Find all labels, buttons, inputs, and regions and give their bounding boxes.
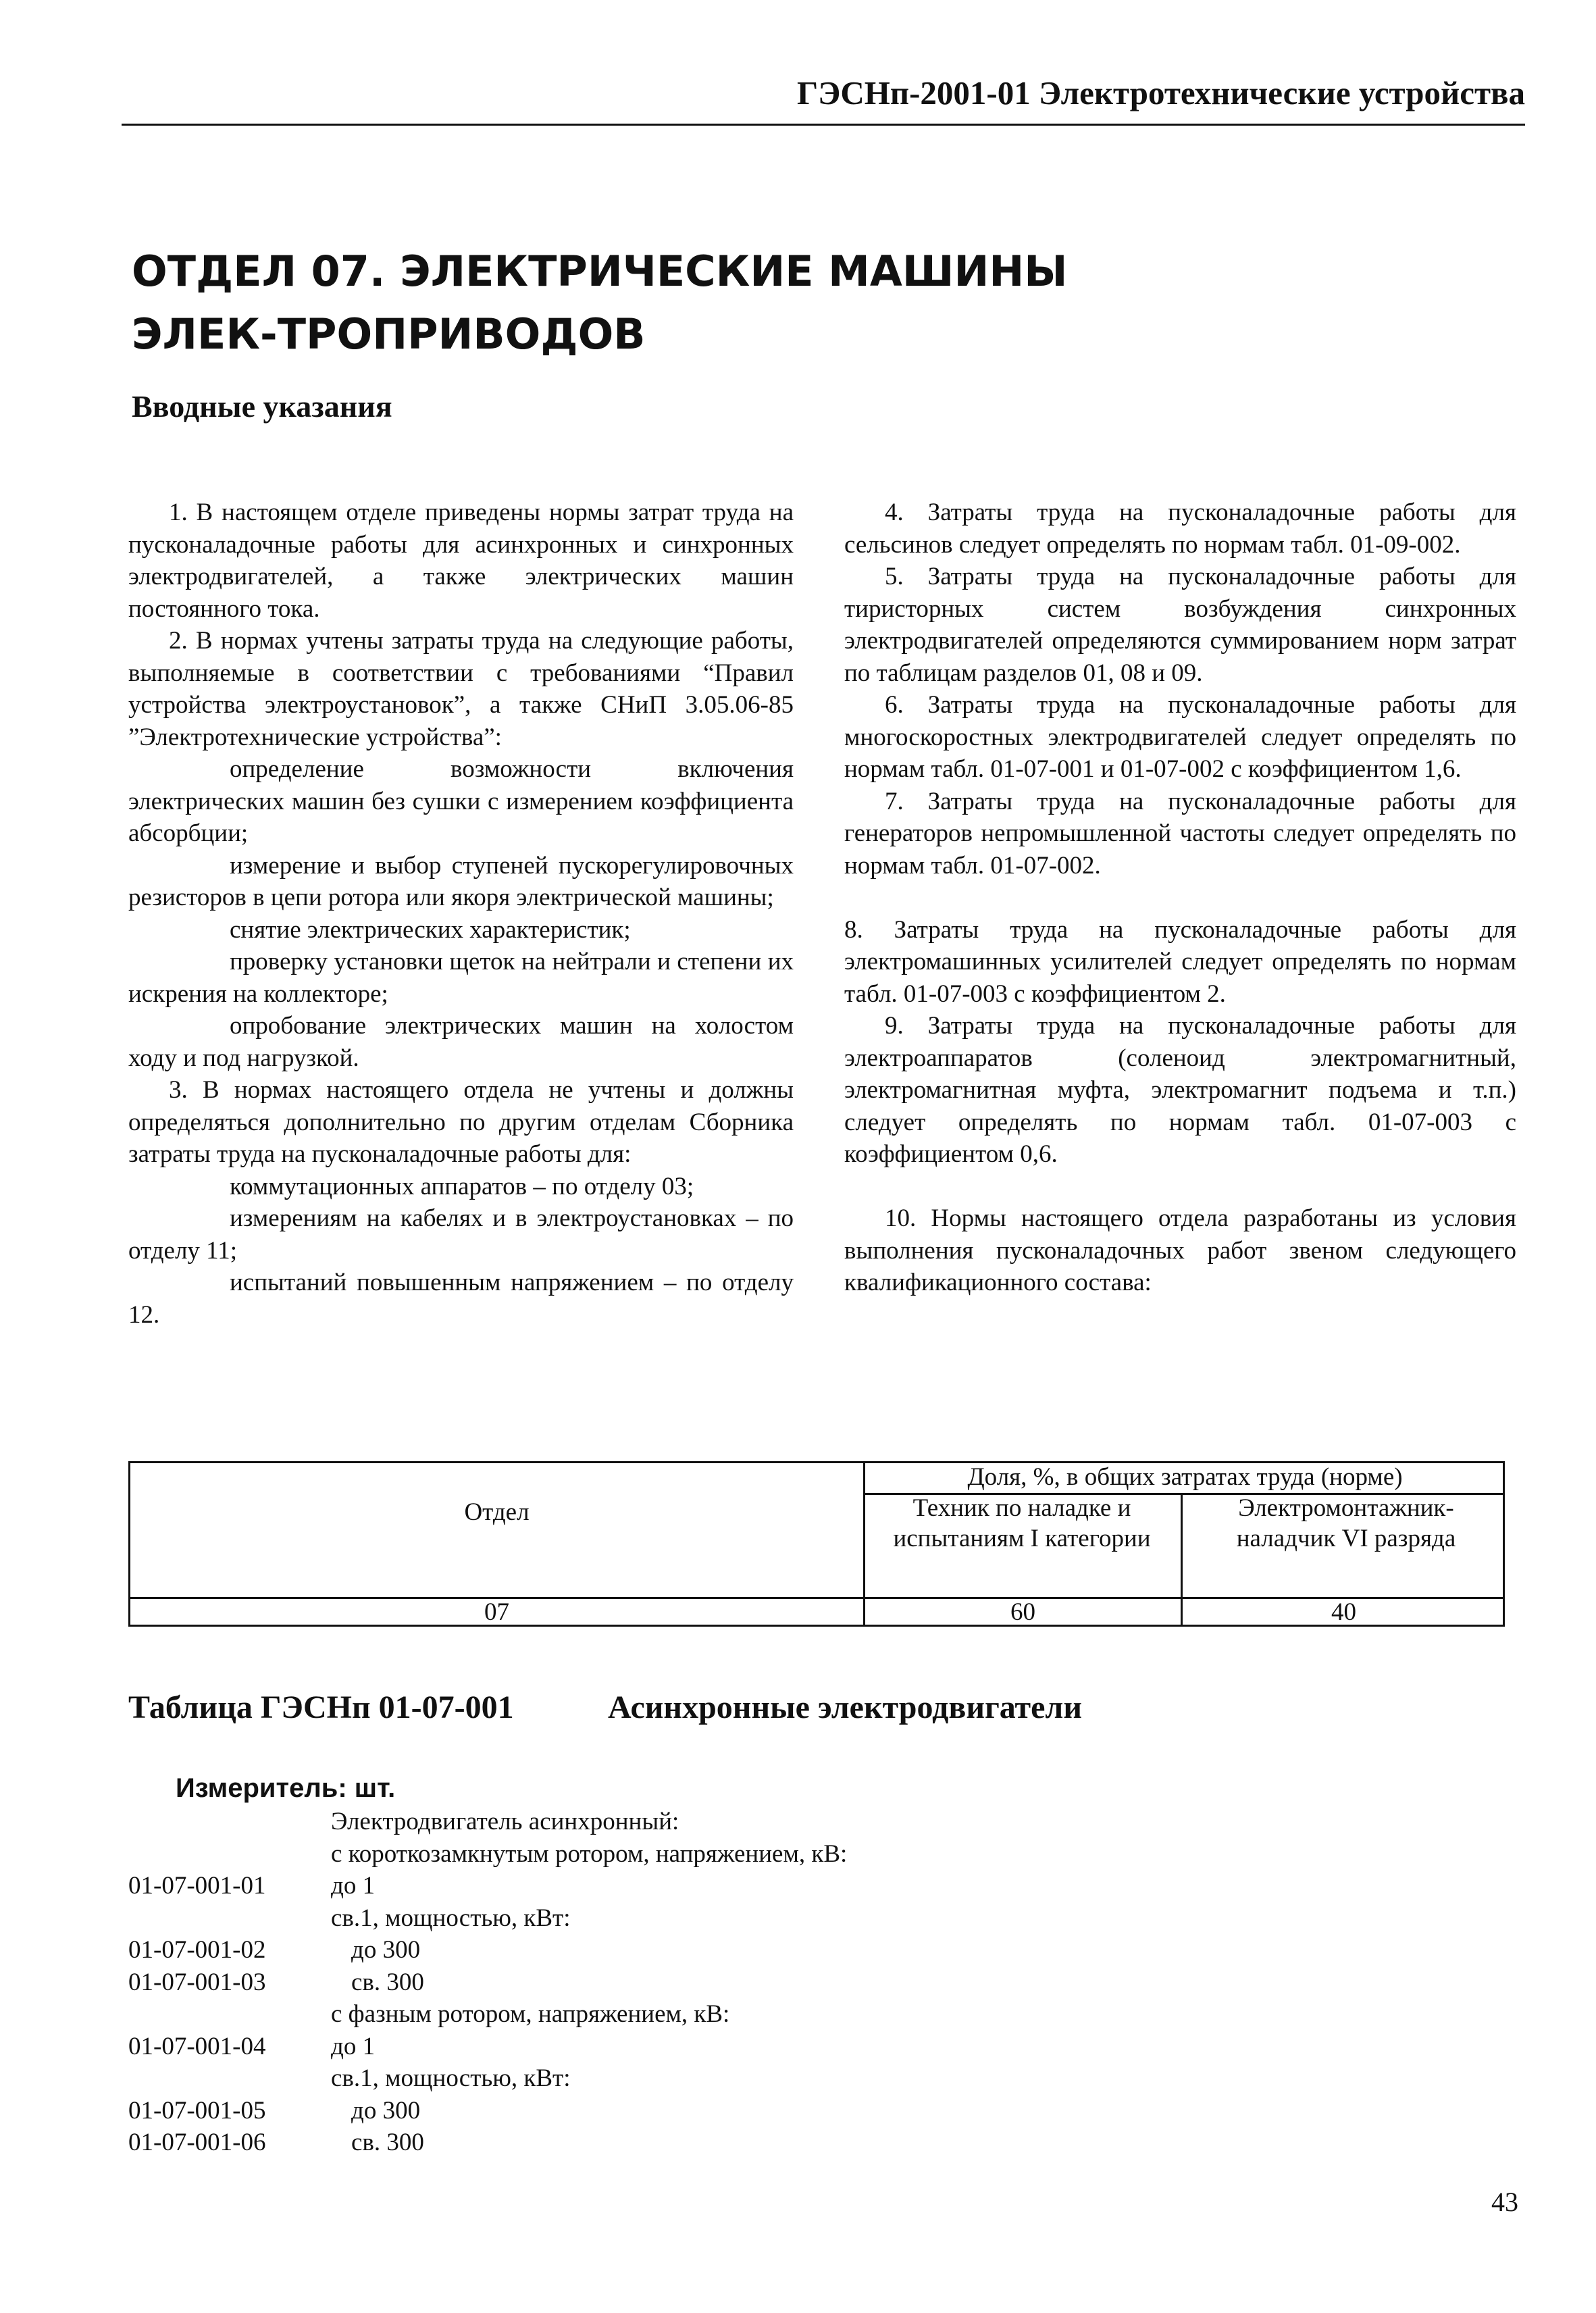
right-paragraph: 9. Затраты труда на пусконаладочные работы для электроаппаратов (соленоид электромагнитный, электромагнитная муфта, электромагнит подъема и т.п.) следует определять по нормам табл. 01-07-003 с коэффициентом 0,6. xyxy=(844,1012,1516,1168)
cell-electrician-share: 40 xyxy=(1331,1598,1356,1626)
left-paragraph: измерениям на кабелях и в электроустановках – по отделу 11; xyxy=(128,1204,794,1265)
item-text: до 300 xyxy=(351,2096,421,2125)
col-technician-header: Техник по наладке и испытаниям I категории xyxy=(893,1494,1151,1552)
left-paragraph: 3. В нормах настоящего отдела не учтены и должны определяться дополнительно по другим отделам Сборника затраты труда на пусконаладочные работы для: xyxy=(128,1076,794,1168)
right-paragraph: 10. Нормы настоящего отдела разработаны из условия выполнения пусконаладочных работ звеном следующего квалификационного состава: xyxy=(844,1204,1516,1296)
left-paragraph: испытаний повышенным напряжением – по отделу 12. xyxy=(128,1269,794,1329)
right-paragraph: 5. Затраты труда на пусконаладочные работы для тиристорных систем возбуждения синхронных электродвигателей определяются суммированием норм затрат по таблицам разделов 01, 08 и 09. xyxy=(844,563,1516,687)
item-text: св. 300 xyxy=(351,1968,424,1996)
item-text: до 300 xyxy=(351,1936,421,1964)
share-group-header: Доля, %, в общих затратах труда (норме) xyxy=(967,1463,1403,1491)
left-paragraph: проверку установки щеток на нейтрали и степени их искрения на коллекторе; xyxy=(128,948,794,1008)
item-code: 01-07-001-06 xyxy=(128,2129,266,2156)
right-column xyxy=(844,497,1516,1299)
intro-heading: Вводные указания xyxy=(132,389,392,424)
running-head: ГЭСНп-2001-01 Электротехнические устройства xyxy=(122,71,1525,126)
page-number: 43 xyxy=(1491,2187,1518,2217)
left-column xyxy=(128,497,794,1331)
right-paragraph: 7. Затраты труда на пусконаладочные работы для генераторов непромышленной частоты следует определять по нормам табл. 01-07-002. xyxy=(844,787,1516,880)
item-text: св.1, мощностью, кВт: xyxy=(331,1904,571,1932)
table-name: Асинхронные электродвигатели xyxy=(608,1689,1082,1725)
left-paragraph: коммутационных аппаратов – по отделу 03; xyxy=(230,1172,694,1200)
item-code: 01-07-001-01 xyxy=(128,1872,266,1900)
left-paragraph: 1. В настоящем отделе приведены нормы затрат труда на пусконаладочные работы для асинхронных и синхронных электродвигателей, а также электрических машин постоянного тока. xyxy=(128,499,794,623)
item-text: Электродвигатель асинхронный: xyxy=(331,1808,679,1835)
item-code: 01-07-001-04 xyxy=(128,2032,266,2060)
left-paragraph: определение возможности включения электрических машин без сушки с измерением коэффициента абсорбции; xyxy=(128,755,794,847)
col-dept-header: Отдел xyxy=(464,1498,530,1526)
item-text: с короткозамкнутым ротором, напряжением, кВ: xyxy=(331,1839,848,1868)
cell-dept: 07 xyxy=(484,1598,509,1626)
left-paragraph: снятие электрических характеристик; xyxy=(230,915,631,944)
item-code: 01-07-001-05 xyxy=(128,2096,266,2125)
cell-technician-share: 60 xyxy=(1010,1598,1035,1626)
section-title: ОТДЕЛ 07. ЭЛЕКТРИЧЕСКИЕ МАШИНЫ ЭЛЕК-ТРОПРИВОДОВ xyxy=(132,247,1068,359)
item-text: св.1, мощностью, кВт: xyxy=(331,2064,571,2092)
right-paragraph: 4. Затраты труда на пусконаладочные работы для сельсинов следует определять по нормам табл. 01-09-002. xyxy=(844,499,1516,559)
item-code: 01-07-001-03 xyxy=(128,1968,266,1996)
left-paragraph: измерение и выбор ступеней пускорегулировочных резисторов в цепи ротора или якоря электрической машины; xyxy=(128,851,794,911)
left-paragraph: опробование электрических машин на холостом ходу и под нагрузкой. xyxy=(128,1012,794,1072)
item-code: 01-07-001-02 xyxy=(128,1936,266,1964)
col-electrician-header: Электромонтажник-наладчик VI разряда xyxy=(1236,1494,1456,1552)
right-paragraph: 8. Затраты труда на пусконаладочные работы для электромашинных усилителей следует определять по нормам табл. 01-07-003 с коэффициентом 2. xyxy=(844,915,1516,1008)
item-text: до 1 xyxy=(331,1872,376,1900)
right-paragraph: 6. Затраты труда на пусконаладочные работы для многоскоростных электродвигателей следует определять по нормам табл. 01-07-001 и 01-07-002 с коэффициентом 1,6. xyxy=(844,691,1516,783)
left-paragraph: 2. В нормах учтены затраты труда на следующие работы, выполняемые в соответствии с требованиями “Правил устройства электроустановок”, а также СНиП 3.05.06-85 ”Электротехнические устройства”: xyxy=(128,627,794,751)
item-text: с фазным ротором, напряжением, кВ: xyxy=(331,2000,730,2028)
qualification-table xyxy=(128,1461,1505,1627)
meter-label: Измеритель: шт. xyxy=(176,1773,396,1803)
item-text: до 1 xyxy=(331,2032,376,2060)
item-text: св. 300 xyxy=(351,2129,424,2156)
table-number: Таблица ГЭСНп 01-07-001 xyxy=(128,1689,514,1725)
